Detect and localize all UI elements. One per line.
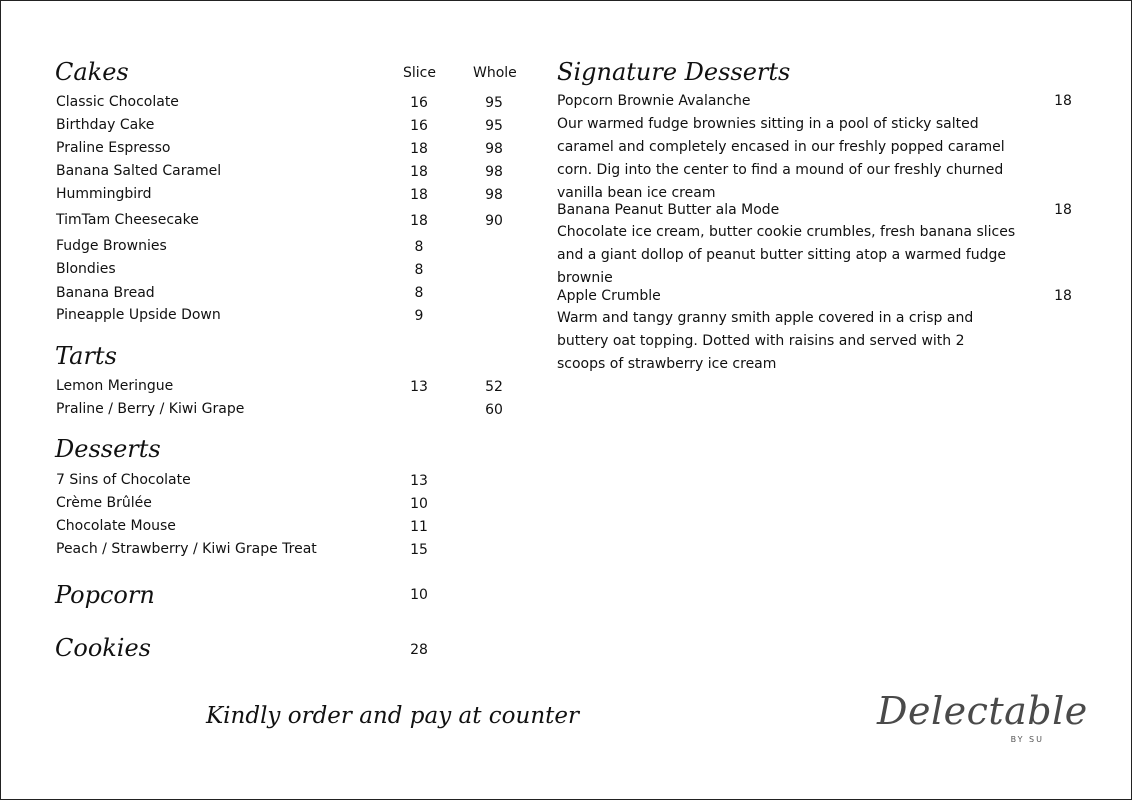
- cakes-heading: Cakes: [55, 58, 129, 86]
- cake-item-name: Hummingbird: [56, 186, 152, 202]
- tarts-heading: Tarts: [55, 342, 117, 370]
- cake-item-slice-price: 8: [414, 262, 424, 278]
- tart-item-whole-price: 52: [485, 379, 503, 395]
- cake-item-slice-price: 18: [410, 213, 428, 229]
- tart-item-name: Praline / Berry / Kiwi Grape: [56, 401, 245, 417]
- signature-item-description: Chocolate ice cream, butter cookie crumbles, fresh banana slices and a giant dollop of peanut butter sitting atop a warmed fudge brownie: [557, 224, 1016, 286]
- brand-subtitle: BY SU: [1010, 735, 1044, 744]
- cake-item-name: Praline Espresso: [56, 140, 171, 156]
- cookies-heading: Cookies: [55, 634, 151, 662]
- cake-item-slice-price: 16: [410, 118, 428, 134]
- signature-item-description: Warm and tangy granny smith apple covered in a crisp and buttery oat topping. Dotted with raisins and served with 2 scoops of strawberry ice cream: [557, 310, 974, 372]
- signature-item-name: Apple Crumble: [557, 288, 661, 304]
- desserts-heading: Desserts: [55, 435, 161, 463]
- dessert-item-price: 13: [410, 473, 428, 489]
- tart-item-name: Lemon Meringue: [56, 378, 174, 394]
- cake-item-name: Pineapple Upside Down: [56, 307, 221, 323]
- dessert-item-price: 15: [410, 542, 428, 558]
- tart-item-whole-price: 60: [485, 402, 503, 418]
- cake-item-slice-price: 9: [414, 308, 424, 324]
- signature-item-price: 18: [1054, 288, 1072, 304]
- dessert-item-name: Crème Brûlée: [56, 495, 152, 511]
- cake-item-name: Classic Chocolate: [56, 94, 179, 110]
- dessert-item-name: Peach / Strawberry / Kiwi Grape Treat: [56, 541, 317, 557]
- cake-item-name: Blondies: [56, 261, 116, 277]
- cake-item-slice-price: 18: [410, 164, 428, 180]
- cookies-price: 28: [410, 642, 428, 658]
- signature-item-name: Banana Peanut Butter ala Mode: [557, 202, 780, 218]
- cake-item-slice-price: 8: [414, 239, 424, 255]
- signature-item-name: Popcorn Brownie Avalanche: [557, 93, 751, 109]
- slice-column-header: Slice: [403, 65, 436, 81]
- cake-item-whole-price: 95: [485, 95, 503, 111]
- signature-desserts-heading: Signature Desserts: [557, 58, 791, 86]
- popcorn-heading: Popcorn: [55, 581, 155, 609]
- dessert-item-price: 10: [410, 496, 428, 512]
- cake-item-name: TimTam Cheesecake: [56, 212, 199, 228]
- cake-item-slice-price: 18: [410, 141, 428, 157]
- cake-item-name: Fudge Brownies: [56, 238, 167, 254]
- tart-item-slice-price: 13: [410, 379, 428, 395]
- cake-item-whole-price: 98: [485, 141, 503, 157]
- cake-item-slice-price: 16: [410, 95, 428, 111]
- cake-item-whole-price: 95: [485, 118, 503, 134]
- signature-item-description: Our warmed fudge brownies sitting in a pool of sticky salted caramel and completely encased in our freshly popped caramel corn. Dig into the center to find a mound of our freshly churned vanilla bean ice cream: [557, 116, 1005, 201]
- order-at-counter-note: Kindly order and pay at counter: [206, 703, 579, 729]
- brand-logo: [877, 689, 1088, 744]
- cake-item-whole-price: 98: [485, 164, 503, 180]
- signature-item-price: 18: [1054, 202, 1072, 218]
- whole-column-header: Whole: [473, 65, 517, 81]
- cake-item-slice-price: 8: [414, 285, 424, 301]
- cake-item-whole-price: 90: [485, 213, 503, 229]
- dessert-item-price: 11: [410, 519, 428, 535]
- cake-item-whole-price: 98: [485, 187, 503, 203]
- dessert-item-name: 7 Sins of Chocolate: [56, 472, 191, 488]
- signature-item-price: 18: [1054, 93, 1072, 109]
- dessert-item-name: Chocolate Mouse: [56, 518, 176, 534]
- brand-name: Delectable: [877, 689, 1088, 733]
- popcorn-price: 10: [410, 587, 428, 603]
- cake-item-name: Birthday Cake: [56, 117, 155, 133]
- cake-item-name: Banana Salted Caramel: [56, 163, 222, 179]
- cake-item-name: Banana Bread: [56, 285, 155, 301]
- cake-item-slice-price: 18: [410, 187, 428, 203]
